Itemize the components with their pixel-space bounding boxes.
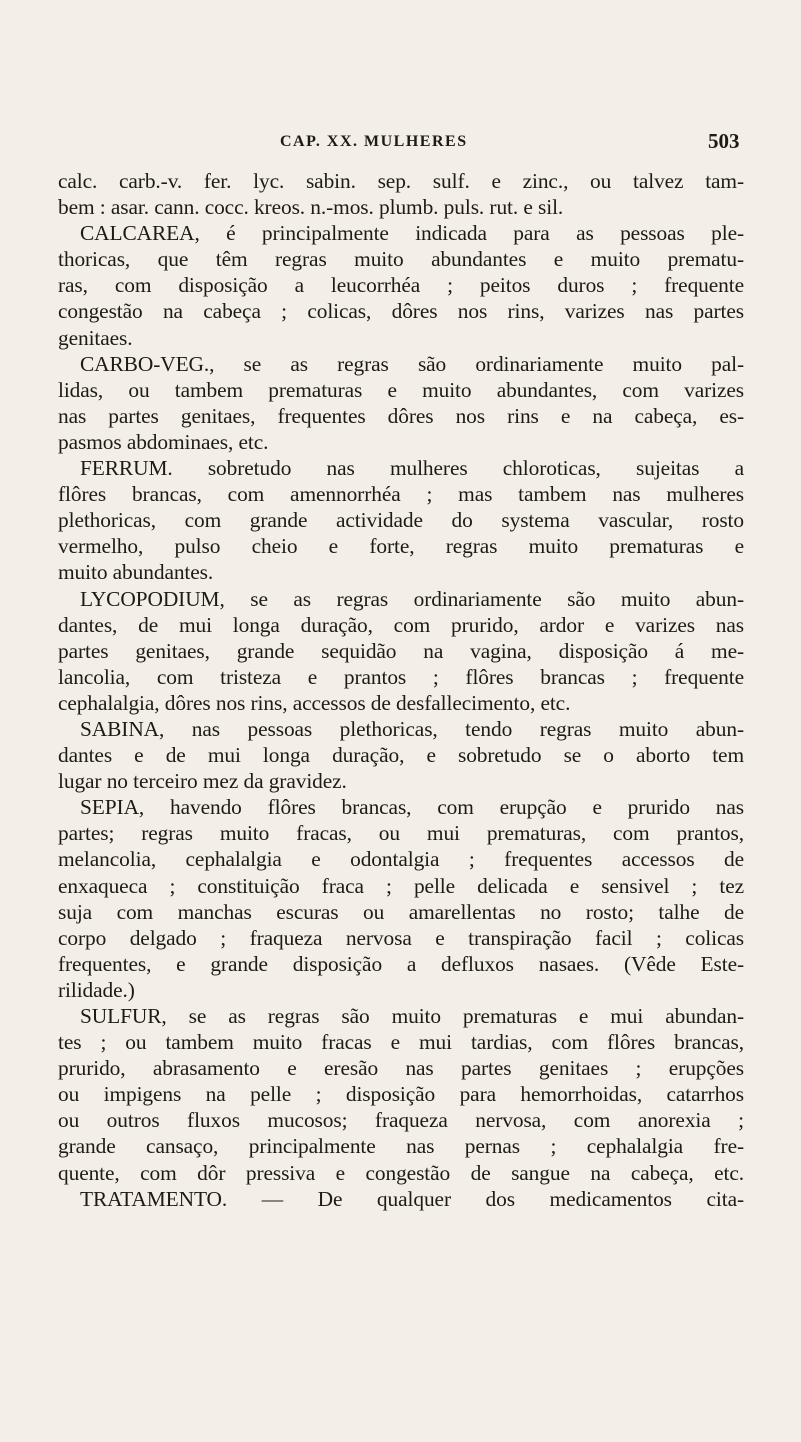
text-line: lugar no terceiro mez da gravidez. [58,769,347,794]
text-line: lidas, ou tambem prematuras e muito abundantes, com varizes [58,377,744,402]
text-line: thoricas, que têm regras muito abundantes e muito prematu- [58,247,744,272]
text-line: bem : asar. cann. cocc. kreos. n.-mos. plumb. puls. rut. e sil. [58,195,564,220]
page-number: 503 [708,129,740,153]
text-line: prurido, abrasamento e eresão nas partes genitaes ; erupções [58,1056,744,1081]
text-line: frequentes, e grande disposição a defluxos nasaes. (Vêde Este- [58,951,744,976]
text-line: plethoricas, com grande actividade do systema vascular, rosto [58,508,744,533]
text-line: dantes, de mui longa duração, com prurido, ardor e varizes nas [58,612,744,637]
text-line: partes; regras muito fracas, ou mui prematuras, com prantos, [58,821,744,846]
text-line: muito abundantes. [58,560,214,585]
text-line: CARBO-VEG., se as regras são ordinariamente muito pal- [80,351,744,376]
text-line: SEPIA, havendo flôres brancas, com erupção e prurido nas [80,795,744,820]
text-line: ou impigens na pelle ; disposição para hemorrhoidas, catarrhos [58,1082,744,1107]
text-line: CALCAREA, é principalmente indicada para as pessoas ple- [80,221,744,246]
text-line: flôres brancas, com amennorrhéa ; mas tambem nas mulheres [58,482,744,507]
text-line: SABINA, nas pessoas plethoricas, tendo regras muito abun- [80,716,744,741]
text-line: rilidade.) [58,977,135,1002]
text-line: calc. carb.-v. fer. lyc. sabin. sep. sulf. e zinc., ou talvez tam- [58,169,744,193]
text-line: TRATAMENTO. — De qualquer dos medicamentos cita- [80,1186,744,1211]
text-line: melancolia, cephalalgia e odontalgia ; frequentes accessos de [58,847,744,872]
text-line: dantes e de mui longa duração, e sobretudo se o aborto tem [58,743,744,768]
body-text [58,168,744,1212]
text-line: FERRUM. sobretudo nas mulheres chloroticas, sujeitas a [80,456,744,481]
text-line: SULFUR, se as regras são muito prematuras e mui abundan- [80,1004,744,1028]
text-line: partes genitaes, grande sequidão na vagina, disposição á me- [58,638,744,663]
text-line: cephalalgia, dôres nos rins, accessos de desfallecimento, etc. [58,690,571,715]
text-line: suja com manchas escuras ou amarellentas no rosto; talhe de [58,899,744,924]
text-line: lancolia, com tristeza e prantos ; flôres brancas ; frequente [58,664,744,689]
text-line: ou outros fluxos mucosos; fraqueza nervosa, com anorexia ; [58,1108,744,1133]
text-line: tes ; ou tambem muito fracas e mui tardias, com flôres brancas, [58,1030,744,1055]
chapter-title: CAP. XX. MULHERES [280,133,468,150]
text-line: enxaqueca ; constituição fraca ; pelle delicada e sensivel ; tez [58,873,744,898]
text-line: LYCOPODIUM, se as regras ordinariamente são muito abun- [80,586,744,611]
text-line: vermelho, pulso cheio e forte, regras muito prematuras e [58,534,744,559]
text-line: ras, com disposição a leucorrhéa ; peitos duros ; frequente [58,273,744,298]
text-line: corpo delgado ; fraqueza nervosa e transpiração facil ; colicas [58,925,744,950]
text-line: genitaes. [58,325,133,350]
text-line: congestão na cabeça ; colicas, dôres nos rins, varizes nas partes [58,299,744,324]
text-line: grande cansaço, principalmente nas pernas ; cephalalgia fre- [58,1134,744,1159]
text-line: pasmos abdominaes, etc. [58,429,269,454]
running-head [0,129,801,159]
text-line: nas partes genitaes, frequentes dôres nos rins e na cabeça, es- [58,403,744,428]
text-line: quente, com dôr pressiva e congestão de sangue na cabeça, etc. [58,1160,744,1185]
